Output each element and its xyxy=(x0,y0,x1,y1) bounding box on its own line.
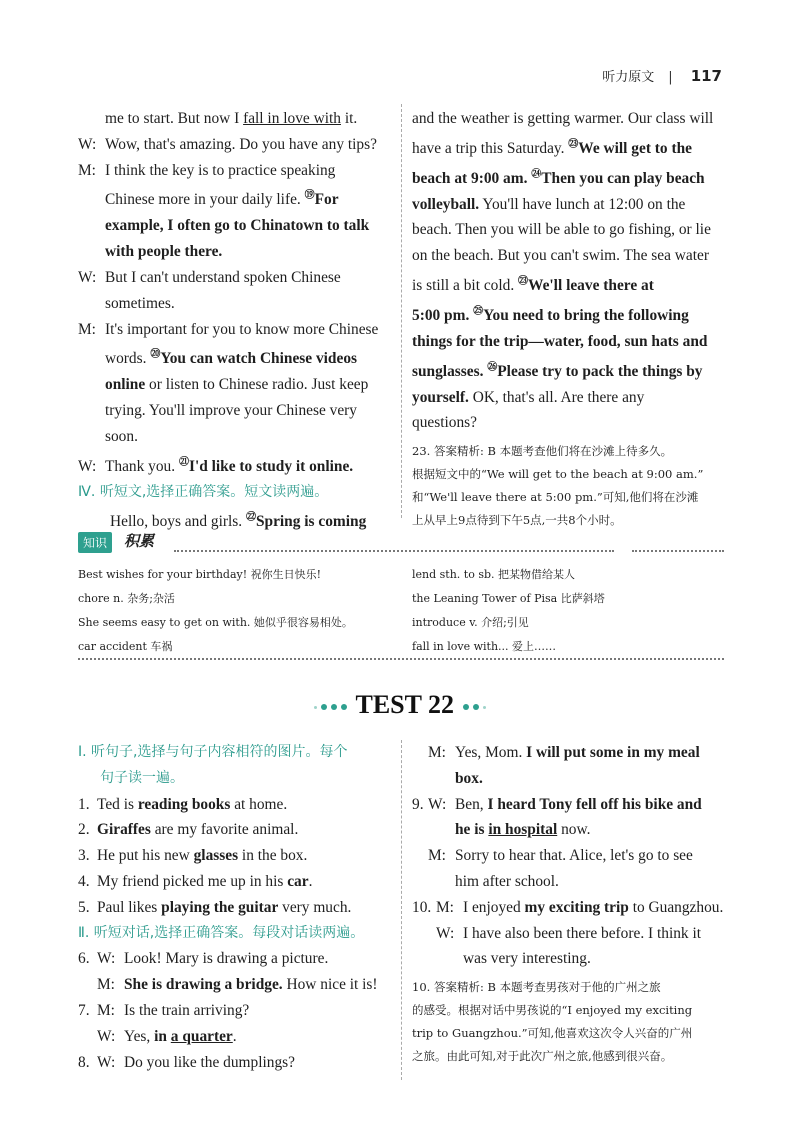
knowledge-item: fall in love with... 爱上…… xyxy=(412,640,557,653)
question-line: M: She is drawing a bridge. How nice it is! xyxy=(97,976,378,994)
question-line: him after school. xyxy=(455,872,559,890)
question-line: he is in hospital now. xyxy=(455,821,591,839)
text-line: trying. You'll improve your Chinese very xyxy=(105,402,357,420)
knowledge-item: chore n. 杂务;杂活 xyxy=(78,592,175,605)
text-line: beach. Then you will be able to go fishing, or lie xyxy=(412,221,711,239)
text-line: me to start. But now I fall in love with it. xyxy=(105,110,358,127)
text-line: 5:00 pm. $^㉕$You need to bring the following xyxy=(412,305,689,325)
text-line: have a trip this Saturday. $^㉓$We will get to the xyxy=(412,138,692,157)
text-line: M: It's important for you to know more Chinese xyxy=(78,320,379,338)
dotted-rule xyxy=(632,550,724,552)
text-line: questions? xyxy=(412,414,477,432)
question-line: 3. He put his new glasses in the box. xyxy=(78,847,308,865)
text-line: and the weather is getting warmer. Our class will xyxy=(412,110,714,127)
knowledge-item: introduce v. 介绍;引见 xyxy=(412,616,529,629)
test-title: TEST 22 xyxy=(0,690,800,720)
knowledge-item: car accident 车祸 xyxy=(78,640,173,653)
section-heading: 句子读一遍。 xyxy=(100,769,184,786)
knowledge-item: the Leaning Tower of Pisa 比萨斜塔 xyxy=(412,592,605,605)
question-line: 8. W: Do you like the dumplings? xyxy=(78,1053,295,1071)
text-line: on the beach. But you can't swim. The sea water xyxy=(412,247,709,265)
transcript-left-column xyxy=(78,106,394,535)
question-line: 7. M: Is the train arriving? xyxy=(78,1001,250,1019)
header-divider: | xyxy=(668,70,673,85)
column-divider-top xyxy=(401,104,402,518)
knowledge-tag: 知识 xyxy=(78,532,112,553)
text-line: online or listen to Chinese radio. Just keep xyxy=(105,376,369,394)
question-line: W: I have also been there before. I think it xyxy=(436,924,702,942)
text-line: with people there. xyxy=(105,243,223,261)
question-line: 9. W: Ben, I heard Tony fell off his bike and xyxy=(412,795,702,813)
text-line: sunglasses. $^㉖$Please try to pack the things by xyxy=(412,361,703,380)
test22-right-column xyxy=(412,740,724,1068)
text-line: soon. xyxy=(105,427,138,445)
knowledge-tag-label: 积累 xyxy=(124,532,155,550)
text-line: W: Thank you. $^㉑$I'd like to study it online. xyxy=(78,456,354,475)
test22-left-column xyxy=(78,740,394,1075)
question-line: 6. W: Look! Mary is drawing a picture. xyxy=(78,950,329,968)
text-line: is still a bit cold. $^㉓$We'll leave there at xyxy=(412,276,654,295)
question-line: was very interesting. xyxy=(463,950,591,968)
knowledge-box xyxy=(78,532,724,662)
section-heading: Ⅱ. 听短对话,选择正确答案。每段对话读两遍。 xyxy=(78,924,365,941)
question-line: M: Sorry to hear that. Alice, let's go to see xyxy=(428,847,693,865)
section-heading: Ⅳ. 听短文,选择正确答案。短文读两遍。 xyxy=(78,483,329,500)
text-line: volleyball. You'll have lunch at 12:00 on the xyxy=(412,195,686,213)
question-line: 2. Giraffes are my favorite animal. xyxy=(78,821,299,839)
text-line: W: But I can't understand spoken Chinese xyxy=(78,268,341,286)
dotted-rule xyxy=(78,658,724,660)
text-line: W: Wow, that's amazing. Do you have any tips? xyxy=(78,135,377,153)
section-heading: Ⅰ. 听句子,选择与句子内容相符的图片。每个 xyxy=(78,744,348,760)
dotted-rule xyxy=(174,550,614,552)
text-line: M: I think the key is to practice speaking xyxy=(78,161,336,179)
answer-note-23: 23. 答案精析: B 本题考查他们将在沙滩上待多久。 根据短文中的“We will get to the beach at 9:00 am.” 和“We'll leave there at 5:00 pm.”可知,他们将在沙滩 上从早上9点待到下午5点,一共8个小时。 xyxy=(412,444,704,528)
text-line: example, I often go to Chinatown to talk xyxy=(105,217,370,235)
text-line: Chinese more in your daily life. ⑲For xyxy=(105,190,339,209)
question-line: M: Yes, Mom. I will put some in my meal xyxy=(428,744,700,761)
text-line: words. ⑳You can watch Chinese videos xyxy=(105,349,358,368)
page-header xyxy=(602,66,722,85)
text-line: things for the trip—water, food, sun hats and xyxy=(412,332,708,350)
answer-note-10: 10. 答案精析: B 本题考查男孩对于他的广州之旅 的感受。根据对话中男孩说的“I enjoyed my exciting trip to Guangzhou.”可知,他喜欢这次令人兴奋的广州 之旅。由此可知,对于此次广州之旅,他感到很兴奋。 xyxy=(412,980,693,1064)
column-divider-bottom xyxy=(401,740,402,1080)
knowledge-item: Best wishes for your birthday! 祝你生日快乐! xyxy=(78,568,322,581)
question-line: 1. Ted is reading books at home. xyxy=(78,795,288,813)
question-line: 5. Paul likes playing the guitar very much. xyxy=(78,898,352,916)
text-line: Hello, boys and girls. $^㉒$Spring is coming xyxy=(110,512,367,531)
question-line: 10. M: I enjoyed my exciting trip to Guangzhou. xyxy=(412,898,724,916)
text-line: sometimes. xyxy=(105,294,175,312)
text-line: yourself. OK, that's all. Are there any xyxy=(412,388,645,406)
transcript-right-column xyxy=(412,106,724,532)
question-line: W: Yes, in a quarter. xyxy=(97,1027,237,1045)
text-line: beach at 9:00 am. $^㉔$Then you can play beach xyxy=(412,168,705,187)
question-line: box. xyxy=(455,769,483,787)
section-title: 听力原文 xyxy=(602,70,655,85)
page-number: 117 xyxy=(690,67,722,85)
knowledge-item: She seems easy to get on with. 她似乎很容易相处。 xyxy=(78,616,353,629)
knowledge-item: lend sth. to sb. 把某物借给某人 xyxy=(412,568,576,581)
question-line: 4. My friend picked me up in his car. xyxy=(78,872,313,890)
